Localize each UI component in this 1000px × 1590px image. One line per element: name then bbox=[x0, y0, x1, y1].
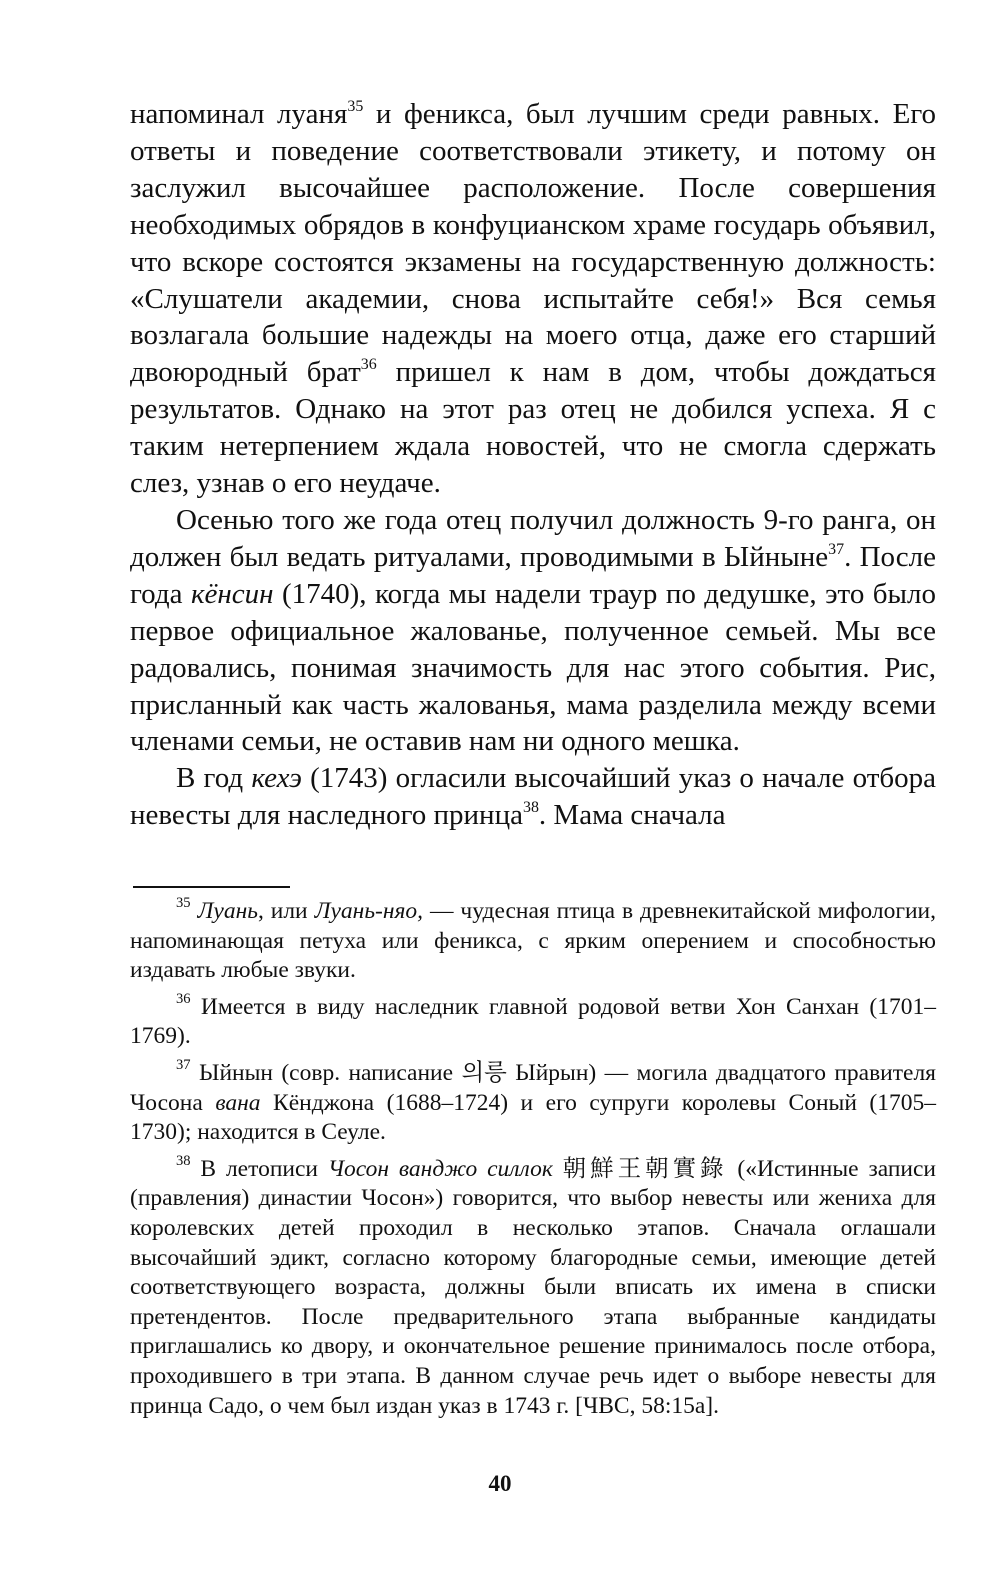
footnote-number: 36 bbox=[176, 990, 191, 1007]
text-run: (1740), когда мы надели траур по дедушке, это было первое официальное жалованье, полученное семьей. Мы все радовались, понимая значимость для нас этого события. Рис, присланный как часть жалованья, мама разделила между всеми членами семьи, не оставив нам ни одного мешка. bbox=[130, 577, 936, 758]
text-run: . После года bbox=[130, 540, 936, 610]
footnote-number: 38 bbox=[176, 1152, 191, 1169]
paragraph-2 bbox=[130, 502, 936, 760]
footnote-ref-35[interactable]: 35 bbox=[347, 98, 364, 116]
page-number: 40 bbox=[488, 1471, 512, 1496]
footnotes bbox=[130, 897, 936, 1428]
footnote-number: 35 bbox=[176, 895, 191, 912]
italic-term: кёнсин bbox=[190, 577, 274, 610]
footnote-38 bbox=[130, 1152, 937, 1421]
text-run: Имеется в виду наследник главной родовой ветви Хон Санхан (1701–1769). bbox=[130, 993, 936, 1050]
text-run: (1743) огласили высочайший указ о начале отбора невесты для наследного принца bbox=[130, 762, 936, 832]
text-run: Кёнджона (1688–1724) и его супруги королевы Соный (1705–1730); находится в Сеуле. bbox=[130, 1089, 936, 1146]
footnote-ref-37[interactable]: 37 bbox=[828, 540, 845, 558]
text-run: , или bbox=[257, 898, 315, 924]
italic-term: вана bbox=[215, 1089, 261, 1116]
text-run: . Мама сначала bbox=[538, 799, 726, 832]
footnote-ref-36[interactable]: 36 bbox=[360, 356, 377, 374]
italic-term: кехэ bbox=[251, 762, 302, 795]
paragraph-1 bbox=[130, 96, 936, 502]
footnote-number: 37 bbox=[176, 1057, 191, 1074]
footnote-37 bbox=[130, 1059, 936, 1148]
text-run: В год bbox=[176, 762, 252, 795]
text-run: Ыйнын (совр. написание 의릉 Ыйрын) — могила двадцатого правителя Чосона bbox=[130, 1059, 936, 1116]
paragraph-3 bbox=[130, 760, 936, 834]
text-run: 朝鮮王朝實錄 («Истинные записи (правления) династии Чосон») говорится, что выбор невесты или жениха для королевских детей проходил в несколько этапов. Сначала оглашали высочайший эдикт, согласно которому благородные семьи, имеющие детей соответствующего возраста, должны были вписать их имена в списки претендентов. После предварительного этапа выбранные кандидаты приглашались ко двору, и окончательное решение принималось после отбора, проходившего в три этапа. В данном случае речь идет о выборе невесты для принца Садо, о чем был издан указ в 1743 г. [ЧВС, 58:15а]. bbox=[130, 1155, 937, 1419]
footnote-36 bbox=[130, 990, 936, 1052]
text-run: напоминал луаня bbox=[130, 98, 348, 130]
italic-term: Луань bbox=[197, 898, 258, 924]
footnote-divider bbox=[133, 886, 290, 888]
italic-term: Луань-няо, bbox=[314, 898, 424, 924]
text-run: Осенью того же года отец получил должность 9-го ранга, он должен был ведать ритуалами, проводимыми в Ыйныне bbox=[130, 503, 936, 573]
text-run: пришел к нам в дом, чтобы дождаться результатов. Однако на этот раз отец не добился успеха. Я с таким нетерпением ждала новостей, что не смогла сдержать слез, узнав о его неудаче. bbox=[130, 356, 936, 500]
footnote-ref-38[interactable]: 38 bbox=[522, 799, 539, 817]
text-run: В летописи bbox=[200, 1155, 328, 1182]
main-text bbox=[130, 96, 936, 834]
italic-term: Чосон ванджо силлок bbox=[327, 1155, 553, 1182]
text-run: — чудесная птица в древнекитайской мифологии, напоминающая петуха или феникса, с ярким оперением и способностью издавать любые звуки. bbox=[130, 898, 937, 984]
text-run: и феникса, был лучшим среди равных. Его ответы и поведение соответствовали этикету, и потому он заслужил высочайшее расположение. После совершения необходимых обрядов в конфуцианском храме государь объявил, что вскоре состоятся экзамены на государственную должность: «Слушатели академии, снова испытайте себя!» Вся семья возлагала большие надежды на моего отца, даже его старший двоюродный брат bbox=[130, 98, 936, 389]
footnote-35 bbox=[130, 897, 936, 986]
